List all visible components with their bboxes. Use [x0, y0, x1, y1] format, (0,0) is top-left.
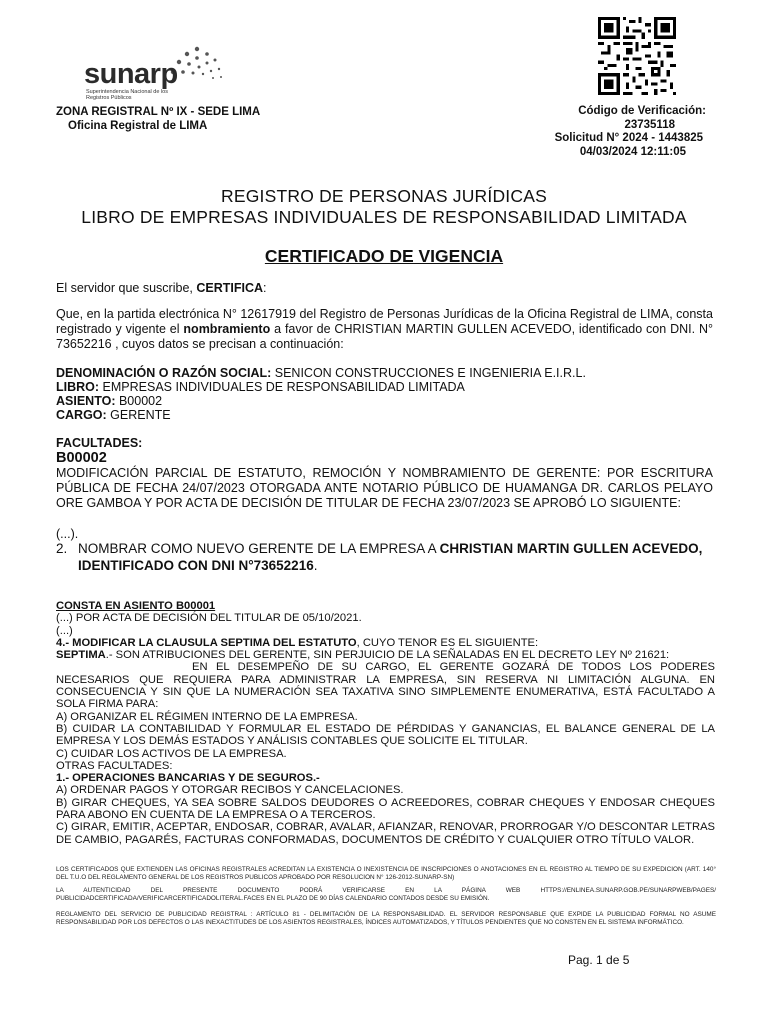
text-line: 4.- MODIFICAR LA CLAUSULA SEPTIMA DEL ESTATUTO, CUYO TENOR ES EL SIGUIENTE:	[56, 636, 539, 649]
cargo-field: CARGO: GERENTE	[56, 408, 171, 422]
logo-text: sunarp	[84, 58, 178, 90]
text-line: SEPTIMA.- SON ATRIBUCIONES DEL GERENTE, SIN PERJUICIO DE LA SEÑALADAS EN EL DECRETO LEY Nº 21621:	[56, 649, 670, 662]
asiento-code: B00002	[56, 450, 107, 466]
certificate-title: CERTIFICADO DE VIGENCIA	[264, 246, 504, 266]
legal-note-2: LA AUTENTICIDAD DEL PRESENTE DOCUMENTO PODRÁ VERIFICARSE EN LA PÁGINA WEB HTTPS://ENLINEA.SUNARP.GOB.PE/SUNARPWEB/PAGES/ PUBLICIDADCERTIFICADA/VERIFICARCERTIFICADOLITERAL.FACES EN EL PLAZO DE 90 DÍAS CALENDARIO CONTADOS DESDE SU EMISIÓN.	[56, 887, 716, 902]
solicitud-number: Solicitud N° 2024 - 1443825	[554, 132, 703, 144]
modificacion-paragraph: MODIFICACIÓN PARCIAL DE ESTATUTO, REMOCIÓN Y NOMBRAMIENTO DE GERENTE: POR ESCRITURA PÚBLICA DE FECHA 24/07/2023 OTORGADA ANTE NOTARIO PÚBLICO DE HUAMANGA DR. CARLOS PELAYO ORE GAMBOA Y POR ACTA DE DECISIÓN DE TITULAR DE FECHA 23/07/2023 SE APROBÓ LO SIGUIENTE:	[56, 466, 713, 510]
qr-code-icon	[598, 17, 676, 95]
verification-code: 23735118	[624, 118, 675, 131]
list-item: C) GIRAR, EMITIR, ACEPTAR, ENDOSAR, COBRAR, AVALAR, AFIANZAR, RENOVAR, PRORROGAR Y/O DESCONTAR LETRAS DE CAMBIO, PAGARÉS, FACTURAS CONFORMADAS, DOCUMENTOS DE CRÉDITO Y CUALQUIER OTRO TÍTULO VALOR.	[56, 821, 715, 846]
page-number: Pag. 1 de 5	[568, 953, 630, 967]
registry-title: REGISTRO DE PERSONAS JURÍDICAS	[221, 186, 547, 206]
zona-registral: ZONA REGISTRAL Nº IX - SEDE LIMA	[56, 106, 261, 118]
facultades-label: FACULTADES:	[56, 436, 143, 450]
section-subheading: 1.- OPERACIONES BANCARIAS Y DE SEGUROS.-	[56, 772, 320, 785]
book-title: LIBRO DE EMPRESAS INDIVIDUALES DE RESPONSABILIDAD LIMITADA	[81, 207, 687, 227]
section-heading: CONSTA EN ASIENTO B00001	[56, 600, 216, 612]
certifica-line: El servidor que suscribe, CERTIFICA:	[56, 281, 267, 295]
intro-paragraph: Que, en la partida electrónica N° 12617919 del Registro de Personas Jurídicas de la Oficina Registral de LIMA, consta registrado y vigente el nombramiento a favor de CHRISTIAN MARTIN GULLEN ACEVEDO, identificado con DNI. N° 73652216 , cuyos datos se precisan a continuación:	[56, 307, 714, 351]
libro-field: LIBRO: EMPRESAS INDIVIDUALES DE RESPONSABILIDAD LIMITADA	[56, 380, 465, 394]
oficina-registral: Oficina Registral de LIMA	[68, 120, 208, 132]
list-item: A) ORDENAR PAGOS Y OTORGAR RECIBOS Y CANCELACIONES.	[56, 784, 404, 797]
text-paragraph: EN EL DESEMPEÑO DE SU CARGO, EL GERENTE GOZARÁ DE TODOS LOS PODERES NECESARIOS QUE REQUIERA PARA ADMINISTRAR LA EMPRESA, SIN RESERVA NI LIMITACIÓN ALGUNA. EN CONSECUENCIA Y SIN QUE LA NUMERACIÓN SEA TAXATIVA SINO SIMPLEMENTE ENUMERATIVA, ESTÁ FACULTADO A SOLA FIRMA PARA:	[56, 661, 715, 711]
logo-subtitle: Superintendencia Nacional de los Registros Públicos	[86, 89, 168, 101]
nombramiento-item: 2. NOMBRAR COMO NUEVO GERENTE DE LA EMPRESA A CHRISTIAN MARTIN GULLEN ACEVEDO, IDENTIFICADO CON DNI N°73652216.	[56, 541, 703, 573]
verification-block	[520, 105, 706, 159]
legal-note-1: LOS CERTIFICADOS QUE EXTIENDEN LAS OFICINAS REGISTRALES ACREDITAN LA EXISTENCIA O INEXISTENCIA DE INSCRIPCIONES O ANOTACIONES EN EL REGISTRO AL TIEMPO DE SU EXPEDICION (ART. 140° DEL T.U.O DEL REGLAMENTO GENERAL DE LOS REGISTROS PUBLICOS APROBADO POR RESOLUCION N° 126-2012-SUNARP-SN)	[56, 866, 716, 881]
text-line: OTRAS FACULTADES:	[56, 759, 173, 772]
verification-label: Código de Verificación:	[578, 105, 706, 117]
list-item: B) CUIDAR LA CONTABILIDAD Y FORMULAR EL ESTADO DE PÉRDIDAS Y GANANCIAS, EL BALANCE GENERAL DE LA EMPRESA Y LOS DEMÁS ESTADOS Y ANÁLISIS CONTABLES QUE SOLICITE EL TITULAR.	[56, 722, 715, 748]
list-item: C) CUIDAR LOS ACTIVOS DE LA EMPRESA.	[56, 747, 287, 760]
asiento-b00001-section	[56, 600, 715, 846]
list-item: B) GIRAR CHEQUES, YA SEA SOBRE SALDOS DEUDORES O ACREEDORES, COBRAR CHEQUES Y ENDOSAR CHEQUES PARA ABONO EN CUENTA DE LA EMPRESA O A TERCEROS.	[56, 796, 715, 822]
ellipsis-text: (...).	[56, 527, 79, 541]
text-line: (...)	[56, 624, 73, 637]
denominacion-field: DENOMINACIÓN O RAZÓN SOCIAL: SENICON CONSTRUCCIONES E INGENIERIA E.I.R.L.	[56, 366, 586, 380]
text-line: (...) POR ACTA DE DECISIÓN DEL TITULAR DE 05/10/2021.	[56, 612, 362, 625]
list-item: A) ORGANIZAR EL RÉGIMEN INTERNO DE LA EMPRESA.	[56, 710, 358, 723]
legal-note-3: REGLAMENTO DEL SERVICIO DE PUBLICIDAD REGISTRAL : ARTÍCULO 81 - DELIMITACIÓN DE LA RESPONSABILIDAD. EL SERVIDOR RESPONSABLE QUE EXPIDE LA PUBLICIDAD FORMAL NO ASUME RESPONSABILIDAD POR LOS DEFECTOS O LAS INEXACTITUDES DE LOS ASIENTOS REGISTRALES, ÍNDICES AUTOMATIZADOS, Y TÍTULOS PENDIENTES QUE NO CONSTEN EN EL SISTEMA INFORMÁTICO.	[56, 911, 716, 926]
issue-datetime: 04/03/2024 12:11:05	[579, 145, 686, 158]
asiento-field: ASIENTO: B00002	[56, 394, 163, 408]
